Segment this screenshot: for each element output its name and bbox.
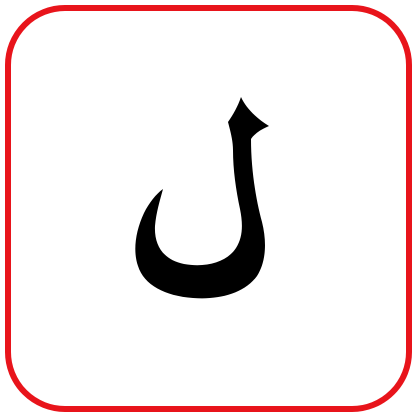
lam-stroke <box>135 97 269 298</box>
